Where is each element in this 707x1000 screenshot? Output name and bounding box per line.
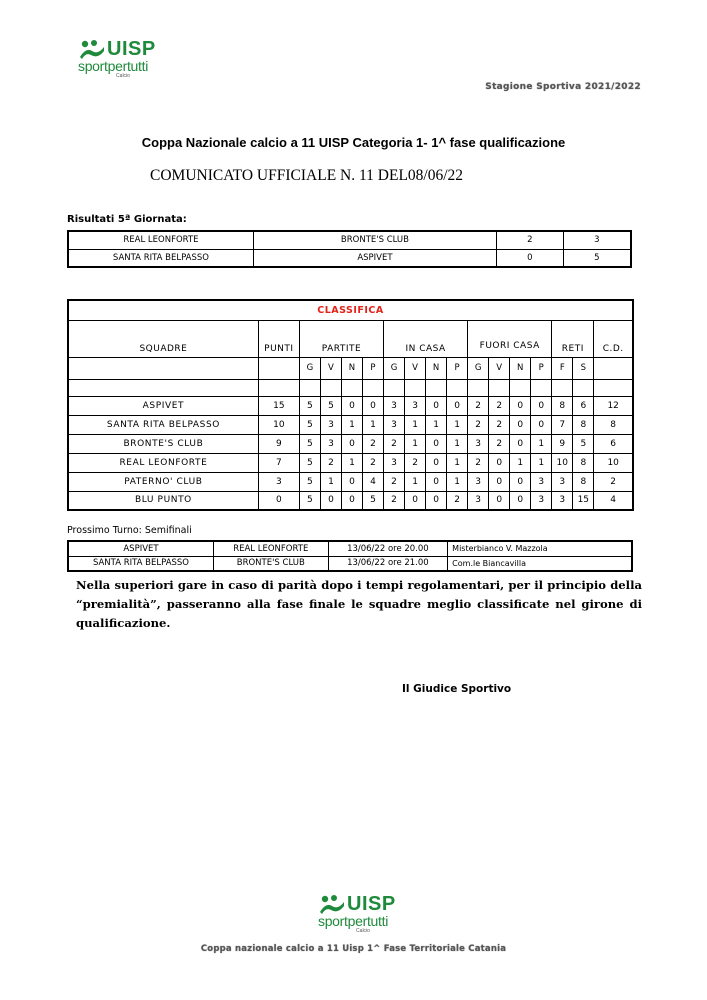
standings-cell-ag: 3 bbox=[468, 434, 489, 453]
standings-title: CLASSIFICA bbox=[68, 300, 633, 320]
communique-title: COMUNICATO UFFICIALE N. 11 DEL08/06/22 bbox=[150, 167, 464, 184]
spacer-cell bbox=[341, 379, 362, 396]
spacer-cell bbox=[258, 379, 299, 396]
standings-cell-ap: 1 bbox=[531, 434, 552, 453]
results-table bbox=[67, 230, 632, 268]
standings-cell-n: 1 bbox=[341, 415, 362, 434]
standings-team: PATERNO' CLUB bbox=[68, 472, 258, 491]
standings-cell-f: 9 bbox=[552, 434, 573, 453]
standings-cell-ap: 0 bbox=[531, 415, 552, 434]
standings-cell-cd: 10 bbox=[594, 453, 633, 472]
standings-cell-s: 5 bbox=[573, 434, 594, 453]
season-label: Stagione Sportiva 2021/2022 bbox=[485, 82, 641, 92]
standings-team: BRONTE'S CLUB bbox=[68, 434, 258, 453]
logo-sub: Calcio bbox=[356, 928, 370, 934]
standings-cell-hg: 2 bbox=[384, 491, 405, 510]
spacer-cell bbox=[489, 379, 510, 396]
sub-header-cell: F bbox=[552, 357, 573, 379]
standings-cell-v: 3 bbox=[320, 434, 341, 453]
standings-table bbox=[67, 299, 634, 511]
standings-cell-an: 0 bbox=[510, 491, 531, 510]
standings-cell-n: 0 bbox=[341, 396, 362, 415]
standings-cell-hp: 2 bbox=[447, 491, 468, 510]
standings-cell-hn: 0 bbox=[426, 434, 447, 453]
next-round-row bbox=[68, 541, 632, 556]
standings-cell-n: 0 bbox=[341, 491, 362, 510]
standings-cell-cd: 2 bbox=[594, 472, 633, 491]
standings-cell-n: 0 bbox=[341, 434, 362, 453]
standings-cell-g: 5 bbox=[299, 434, 320, 453]
logo-brand: UISP bbox=[347, 893, 396, 915]
result-home-team: SANTA RITA BELPASSO bbox=[68, 249, 253, 267]
result-away-team: BRONTE'S CLUB bbox=[253, 231, 496, 249]
standings-cell-f: 3 bbox=[552, 491, 573, 510]
sub-header-empty bbox=[68, 357, 258, 379]
sub-header-cell: P bbox=[531, 357, 552, 379]
header-home: IN CASA bbox=[384, 320, 468, 357]
spacer-cell bbox=[384, 379, 405, 396]
standings-cell-g: 5 bbox=[299, 491, 320, 510]
result-home-goals: 0 bbox=[497, 249, 564, 267]
standings-team: ASPIVET bbox=[68, 396, 258, 415]
sub-header-cell: V bbox=[320, 357, 341, 379]
standings-cell-v: 0 bbox=[320, 491, 341, 510]
document-title: Coppa Nazionale calcio a 11 UISP Categoria 1- 1^ fase qualificazione bbox=[141, 135, 566, 150]
standings-cell-pts: 3 bbox=[258, 472, 299, 491]
standings-cell-an: 0 bbox=[510, 472, 531, 491]
standings-cell-hv: 0 bbox=[405, 491, 426, 510]
standings-cell-hv: 1 bbox=[405, 434, 426, 453]
standings-cell-g: 5 bbox=[299, 396, 320, 415]
standings-cell-p: 2 bbox=[362, 434, 383, 453]
footer-text: Coppa nazionale calcio a 11 Uisp 1^ Fase Territoriale Catania bbox=[200, 944, 507, 954]
spacer-cell bbox=[594, 379, 633, 396]
results-label: Risultati 5ª Giornata: bbox=[67, 214, 187, 225]
standings-row bbox=[68, 491, 633, 510]
standings-cell-av: 0 bbox=[489, 472, 510, 491]
standings-cell-an: 0 bbox=[510, 396, 531, 415]
sub-header-cell: G bbox=[468, 357, 489, 379]
logo-tagline: sportpertutti bbox=[318, 913, 389, 929]
standings-cell-hv: 1 bbox=[405, 472, 426, 491]
next-venue: Com.le Biancavilla bbox=[448, 556, 632, 571]
standings-cell-s: 8 bbox=[573, 472, 594, 491]
logo-brand: UISP bbox=[107, 38, 156, 60]
sub-header-cell: V bbox=[405, 357, 426, 379]
result-home-team: REAL LEONFORTE bbox=[68, 231, 253, 249]
standings-cell-s: 15 bbox=[573, 491, 594, 510]
standings-cell-n: 0 bbox=[341, 472, 362, 491]
standings-cell-p: 4 bbox=[362, 472, 383, 491]
sub-header-cell: S bbox=[573, 357, 594, 379]
standings-row bbox=[68, 453, 633, 472]
sub-header-cell: N bbox=[426, 357, 447, 379]
result-home-goals: 2 bbox=[497, 231, 564, 249]
standings-cell-pts: 0 bbox=[258, 491, 299, 510]
logo-tagline: sportpertutti bbox=[78, 58, 149, 74]
sub-header-cell: G bbox=[384, 357, 405, 379]
spacer-cell bbox=[573, 379, 594, 396]
results-row bbox=[68, 231, 631, 249]
standings-cell-v: 1 bbox=[320, 472, 341, 491]
standings-cell-cd: 4 bbox=[594, 491, 633, 510]
next-home-team: ASPIVET bbox=[68, 541, 213, 556]
spacer-cell bbox=[362, 379, 383, 396]
standings-cell-pts: 15 bbox=[258, 396, 299, 415]
standings-cell-hn: 0 bbox=[426, 453, 447, 472]
standings-cell-cd: 6 bbox=[594, 434, 633, 453]
standings-cell-hn: 0 bbox=[426, 396, 447, 415]
results-row bbox=[68, 249, 631, 267]
standings-cell-av: 0 bbox=[489, 453, 510, 472]
standings-cell-hp: 1 bbox=[447, 415, 468, 434]
standings-cell-ag: 3 bbox=[468, 491, 489, 510]
judge-signature: Il Giudice Sportivo bbox=[402, 683, 512, 695]
standings-cell-cd: 8 bbox=[594, 415, 633, 434]
standings-cell-g: 5 bbox=[299, 453, 320, 472]
standings-cell-s: 8 bbox=[573, 415, 594, 434]
standings-cell-ap: 3 bbox=[531, 472, 552, 491]
standings-cell-ag: 2 bbox=[468, 415, 489, 434]
standings-cell-hg: 2 bbox=[384, 472, 405, 491]
standings-cell-av: 2 bbox=[489, 415, 510, 434]
next-round-label: Prossimo Turno: Semifinali bbox=[67, 525, 192, 536]
standings-row bbox=[68, 396, 633, 415]
standings-cell-p: 1 bbox=[362, 415, 383, 434]
next-venue: Misterbianco V. Mazzola bbox=[448, 541, 632, 556]
next-round-table bbox=[67, 540, 633, 572]
standings-cell-hn: 1 bbox=[426, 415, 447, 434]
spacer-cell bbox=[405, 379, 426, 396]
next-away-team: REAL LEONFORTE bbox=[213, 541, 328, 556]
standings-cell-av: 2 bbox=[489, 434, 510, 453]
logo-sub: Calcio bbox=[116, 73, 130, 79]
rules-note: Nella superiori gare in caso di parità dopo i tempi regolamentari, per il principio della “premialità”, passeranno alla fase finale le squadre meglio classificate nel girone di qualificazione. bbox=[76, 578, 642, 630]
uisp-logo bbox=[78, 38, 178, 98]
standings-cell-ag: 2 bbox=[468, 453, 489, 472]
spacer-cell bbox=[426, 379, 447, 396]
standings-cell-hp: 1 bbox=[447, 434, 468, 453]
spacer-cell bbox=[299, 379, 320, 396]
standings-cell-pts: 7 bbox=[258, 453, 299, 472]
standings-cell-f: 10 bbox=[552, 453, 573, 472]
sub-header-cell: G bbox=[299, 357, 320, 379]
standings-cell-hp: 1 bbox=[447, 472, 468, 491]
next-datetime: 13/06/22 ore 20.00 bbox=[328, 541, 448, 556]
standings-cell-ap: 0 bbox=[531, 396, 552, 415]
standings-cell-av: 2 bbox=[489, 396, 510, 415]
standings-cell-ag: 3 bbox=[468, 472, 489, 491]
standings-cell-cd: 12 bbox=[594, 396, 633, 415]
standings-cell-hg: 3 bbox=[384, 415, 405, 434]
header-matches: PARTITE bbox=[299, 320, 383, 357]
spacer-cell bbox=[320, 379, 341, 396]
result-away-goals: 3 bbox=[563, 231, 631, 249]
sub-header-cell: P bbox=[447, 357, 468, 379]
standings-cell-hg: 3 bbox=[384, 396, 405, 415]
spacer-cell bbox=[447, 379, 468, 396]
standings-row bbox=[68, 415, 633, 434]
standings-cell-hn: 0 bbox=[426, 472, 447, 491]
next-away-team: BRONTE'S CLUB bbox=[213, 556, 328, 571]
standings-cell-n: 1 bbox=[341, 453, 362, 472]
standings-cell-ag: 2 bbox=[468, 396, 489, 415]
sub-header-empty bbox=[258, 357, 299, 379]
header-cd: C.D. bbox=[594, 320, 633, 357]
standings-cell-p: 5 bbox=[362, 491, 383, 510]
spacer-cell bbox=[510, 379, 531, 396]
standings-cell-hp: 0 bbox=[447, 396, 468, 415]
standings-cell-ap: 3 bbox=[531, 491, 552, 510]
result-away-goals: 5 bbox=[563, 249, 631, 267]
standings-cell-hv: 1 bbox=[405, 415, 426, 434]
header-away: FUORI CASA bbox=[468, 320, 552, 357]
standings-row bbox=[68, 472, 633, 491]
header-goals: RETI bbox=[552, 320, 594, 357]
next-datetime: 13/06/22 ore 21.00 bbox=[328, 556, 448, 571]
sub-header-empty bbox=[594, 357, 633, 379]
standings-cell-hp: 1 bbox=[447, 453, 468, 472]
next-round-row bbox=[68, 556, 632, 571]
spacer-cell bbox=[468, 379, 489, 396]
standings-cell-av: 0 bbox=[489, 491, 510, 510]
standings-cell-p: 0 bbox=[362, 396, 383, 415]
spacer-cell bbox=[531, 379, 552, 396]
standings-cell-an: 0 bbox=[510, 434, 531, 453]
header-points: PUNTI bbox=[258, 320, 299, 357]
standings-cell-s: 6 bbox=[573, 396, 594, 415]
standings-cell-an: 0 bbox=[510, 415, 531, 434]
standings-cell-an: 1 bbox=[510, 453, 531, 472]
standings-cell-pts: 9 bbox=[258, 434, 299, 453]
standings-cell-g: 5 bbox=[299, 472, 320, 491]
sub-header-cell: N bbox=[510, 357, 531, 379]
result-away-team: ASPIVET bbox=[253, 249, 496, 267]
spacer-cell bbox=[68, 379, 258, 396]
header-teams: SQUADRE bbox=[68, 320, 258, 357]
standings-cell-p: 2 bbox=[362, 453, 383, 472]
standings-cell-pts: 10 bbox=[258, 415, 299, 434]
next-home-team: SANTA RITA BELPASSO bbox=[68, 556, 213, 571]
standings-cell-v: 3 bbox=[320, 415, 341, 434]
standings-cell-g: 5 bbox=[299, 415, 320, 434]
standings-cell-hg: 3 bbox=[384, 453, 405, 472]
sub-header-cell: N bbox=[341, 357, 362, 379]
standings-cell-hv: 3 bbox=[405, 396, 426, 415]
standings-cell-hv: 2 bbox=[405, 453, 426, 472]
standings-cell-f: 8 bbox=[552, 396, 573, 415]
footer-logo bbox=[318, 893, 408, 938]
standings-cell-v: 5 bbox=[320, 396, 341, 415]
spacer-cell bbox=[552, 379, 573, 396]
sub-header-cell: P bbox=[362, 357, 383, 379]
sub-header-cell: V bbox=[489, 357, 510, 379]
standings-cell-ap: 1 bbox=[531, 453, 552, 472]
standings-team: SANTA RITA BELPASSO bbox=[68, 415, 258, 434]
standings-cell-f: 3 bbox=[552, 472, 573, 491]
standings-cell-s: 8 bbox=[573, 453, 594, 472]
standings-row bbox=[68, 434, 633, 453]
standings-cell-hg: 2 bbox=[384, 434, 405, 453]
standings-cell-f: 7 bbox=[552, 415, 573, 434]
standings-cell-v: 2 bbox=[320, 453, 341, 472]
standings-cell-hn: 0 bbox=[426, 491, 447, 510]
standings-team: REAL LEONFORTE bbox=[68, 453, 258, 472]
standings-team: BLU PUNTO bbox=[68, 491, 258, 510]
